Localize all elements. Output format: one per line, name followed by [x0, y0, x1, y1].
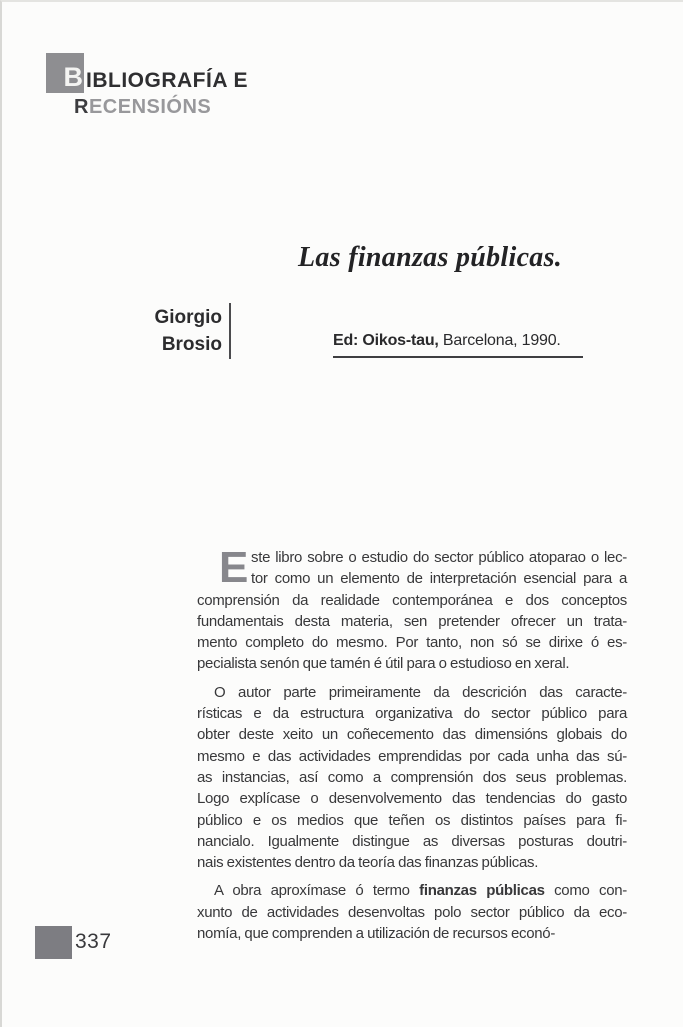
paragraph: [197, 682, 627, 874]
paragraph: [197, 543, 627, 675]
paragraph: [197, 880, 627, 944]
text-line: as instancias, así como a comprensión dos seus problemas.: [197, 768, 627, 786]
review-body: [197, 543, 628, 944]
text-line: rísticas e da estructura organizativa do sector público para: [197, 705, 627, 723]
text-line: nomía, que comprenden a utilización de recursos econó-: [197, 925, 556, 943]
author-divider-rule: [229, 303, 231, 359]
header-line2: [74, 97, 248, 117]
section-header: [46, 53, 248, 117]
text-line: fundamentais desta materia, sen pretender ofrecer un trata-: [197, 612, 627, 630]
text-line: Logo explícase o desenvolvemento das tendencias do gasto: [197, 790, 627, 808]
text-line: A obra aproxímase ó termo finanzas públicas como con-: [214, 882, 628, 900]
author-name: [112, 304, 222, 358]
header-line1-text: IBLIOGRAFÍA E: [86, 69, 249, 92]
text-line: ste libro sobre o estudio do sector público atoparao o lec-: [251, 549, 627, 566]
header-line1: [46, 53, 248, 93]
text-line: mesmo e das actividades emprendidas por cada unha das sú-: [197, 747, 627, 765]
author-first-name: Giorgio: [154, 307, 222, 328]
edition-publisher: Ed: Oikos-tau,: [333, 332, 439, 349]
book-title: Las finanzas públicas.: [298, 242, 563, 273]
text-line: tor como un elemento de interpretación esencial para a: [251, 570, 627, 588]
header-initial-square: [46, 53, 84, 93]
text-line: mento completo do mesmo. Por tanto, non só se dirixe ó es-: [197, 634, 627, 652]
text-line: pecialista senón que tamén é útil para o estudioso en xeral.: [197, 655, 570, 673]
page-number-square: [35, 926, 72, 959]
drop-cap: E: [219, 543, 249, 592]
text-line: O autor parte primeiramente da descrición das caracte-: [214, 683, 627, 701]
author-last-name: Brosio: [161, 334, 222, 355]
edition-place-year: Barcelona, 1990.: [438, 332, 561, 349]
page-number: 337: [75, 930, 112, 953]
text-line: público e os medios que teñen os distintos países para fi-: [197, 811, 627, 829]
text-line: comprensión da realidade contemporánea e dos conceptos: [197, 591, 627, 609]
text-line: xunto de actividades desenvoltas polo sector público da eco-: [197, 903, 627, 921]
text-line: obter deste xeito un coñecemento das dimensións globais do: [197, 726, 627, 744]
header-initial-letter: B: [63, 62, 83, 92]
edition-line: [333, 331, 583, 358]
header-line2-initial: R: [74, 96, 89, 118]
header-line2-text: ECENSIÓNS: [88, 96, 212, 118]
text-line: nais existentes dentro da teoría das finanzas públicas.: [197, 854, 539, 872]
text-line: nancialo. Igualmente distingue as diversas posturas doutri-: [197, 832, 627, 850]
